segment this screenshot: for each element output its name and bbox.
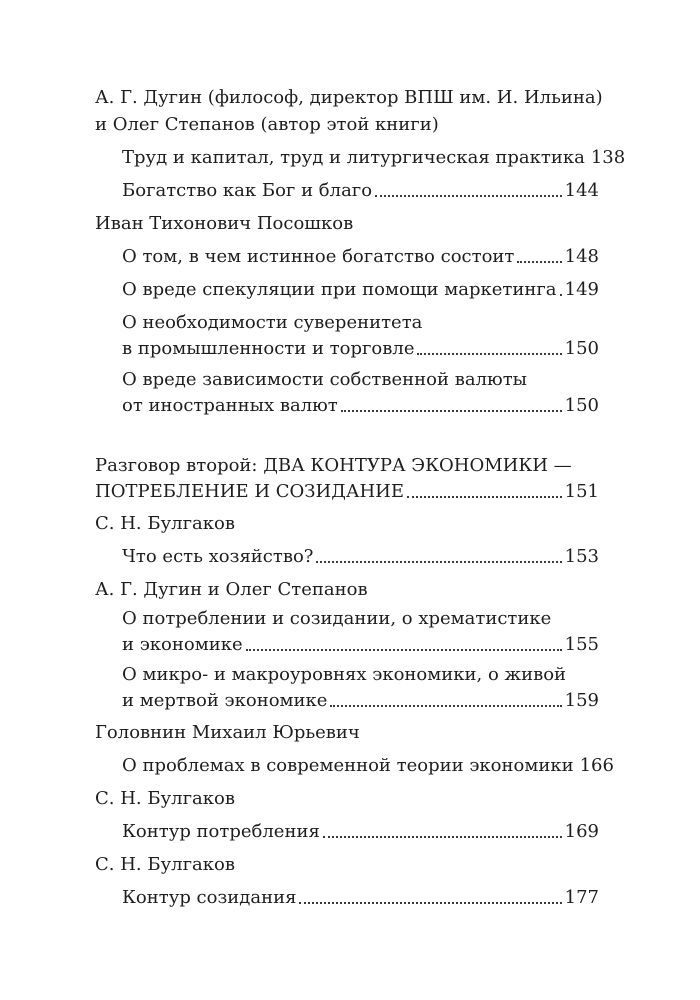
- toc-entry[interactable]: [122, 393, 599, 419]
- toc-entry-page: 166: [579, 755, 614, 776]
- toc-entry[interactable]: [122, 753, 614, 779]
- toc-entry-page: 169: [564, 821, 599, 842]
- part-page: 151: [564, 481, 599, 502]
- author-heading: С. Н. Булгаков: [95, 854, 235, 875]
- toc-entry-page: 155: [564, 634, 599, 655]
- toc-entry[interactable]: [122, 885, 599, 911]
- toc-entry[interactable]: [122, 632, 599, 658]
- toc-entry-page: 153: [564, 546, 599, 567]
- toc-entry[interactable]: [122, 244, 599, 270]
- dot-leader: [341, 410, 562, 412]
- toc-entry-page: 159: [564, 690, 599, 711]
- toc-entry[interactable]: [122, 336, 599, 362]
- author-heading: А. Г. Дугин (философ, директор ВПШ им. И. Ильина): [95, 87, 603, 108]
- toc-entry-title: Что есть хозяйство?: [122, 546, 314, 567]
- author-heading-cont: и Олег Степанов (автор этой книги): [95, 114, 439, 135]
- toc-entry-title: Труд и капитал, труд и литургическая практика: [122, 147, 585, 168]
- part-title: ПОТРЕБЛЕНИЕ И СОЗИДАНИЕ: [95, 481, 405, 502]
- toc-entry-page: 177: [564, 887, 599, 908]
- toc-entry-title: О том, в чем истинное богатство состоит: [122, 246, 515, 267]
- toc-entry-title: Контур созидания: [122, 887, 297, 908]
- dot-leader: [407, 496, 562, 498]
- toc-entry-title: О проблемах в современной теории экономики: [122, 755, 574, 776]
- toc-entry-page: 150: [564, 395, 599, 416]
- toc-entry[interactable]: [122, 688, 599, 714]
- toc-entry-page: 148: [564, 246, 599, 267]
- toc-entry-title: от иностранных валют: [122, 395, 338, 416]
- author-heading: С. Н. Булгаков: [95, 513, 235, 534]
- toc-entry-page: 149: [564, 279, 599, 300]
- author-heading: Иван Тихонович Посошков: [95, 213, 354, 234]
- toc-entry-title-line[interactable]: О потреблении и созидании, о хрематистике: [122, 608, 552, 629]
- dot-leader: [417, 353, 561, 355]
- dot-leader: [330, 705, 561, 707]
- toc-entry-page: 138: [590, 147, 626, 168]
- toc-entry-title: и мертвой экономике: [122, 690, 328, 711]
- author-heading: С. Н. Булгаков: [95, 788, 235, 809]
- toc-entry-title-line[interactable]: О необходимости суверенитета: [122, 312, 423, 333]
- dot-leader: [323, 836, 562, 838]
- part-heading[interactable]: Разговор второй: ДВА КОНТУРА ЭКОНОМИКИ —: [95, 455, 572, 476]
- toc-entry-title: О вреде спекуляции при помощи маркетинга: [122, 279, 557, 300]
- dot-leader: [316, 561, 561, 563]
- toc-entry-title: Контур потребления: [122, 821, 320, 842]
- toc-entry-title-line[interactable]: О микро- и макроуровнях экономики, о живой: [122, 664, 567, 685]
- toc-entry[interactable]: [122, 277, 599, 303]
- dot-leader: [375, 195, 562, 197]
- toc-entry[interactable]: [122, 145, 626, 171]
- toc-entry-title-line[interactable]: О вреде зависимости собственной валюты: [122, 369, 527, 390]
- author-heading: Головнин Михаил Юрьевич: [95, 722, 360, 743]
- dot-leader: [560, 294, 562, 296]
- author-heading: А. Г. Дугин и Олег Степанов: [95, 579, 368, 600]
- toc-entry-title: и экономике: [122, 634, 243, 655]
- toc-entry-title: в промышленности и торговле: [122, 338, 415, 359]
- dot-leader: [246, 649, 562, 651]
- toc-entry[interactable]: [122, 819, 599, 845]
- dot-leader: [517, 261, 561, 263]
- toc-entry-title: Богатство как Бог и благо: [122, 180, 373, 201]
- toc-entry[interactable]: [122, 178, 599, 204]
- part-entry[interactable]: [95, 479, 599, 505]
- toc-entry-page: 144: [564, 180, 599, 201]
- toc-entry-page: 150: [564, 338, 599, 359]
- toc-entry[interactable]: [122, 544, 599, 570]
- dot-leader: [299, 902, 561, 904]
